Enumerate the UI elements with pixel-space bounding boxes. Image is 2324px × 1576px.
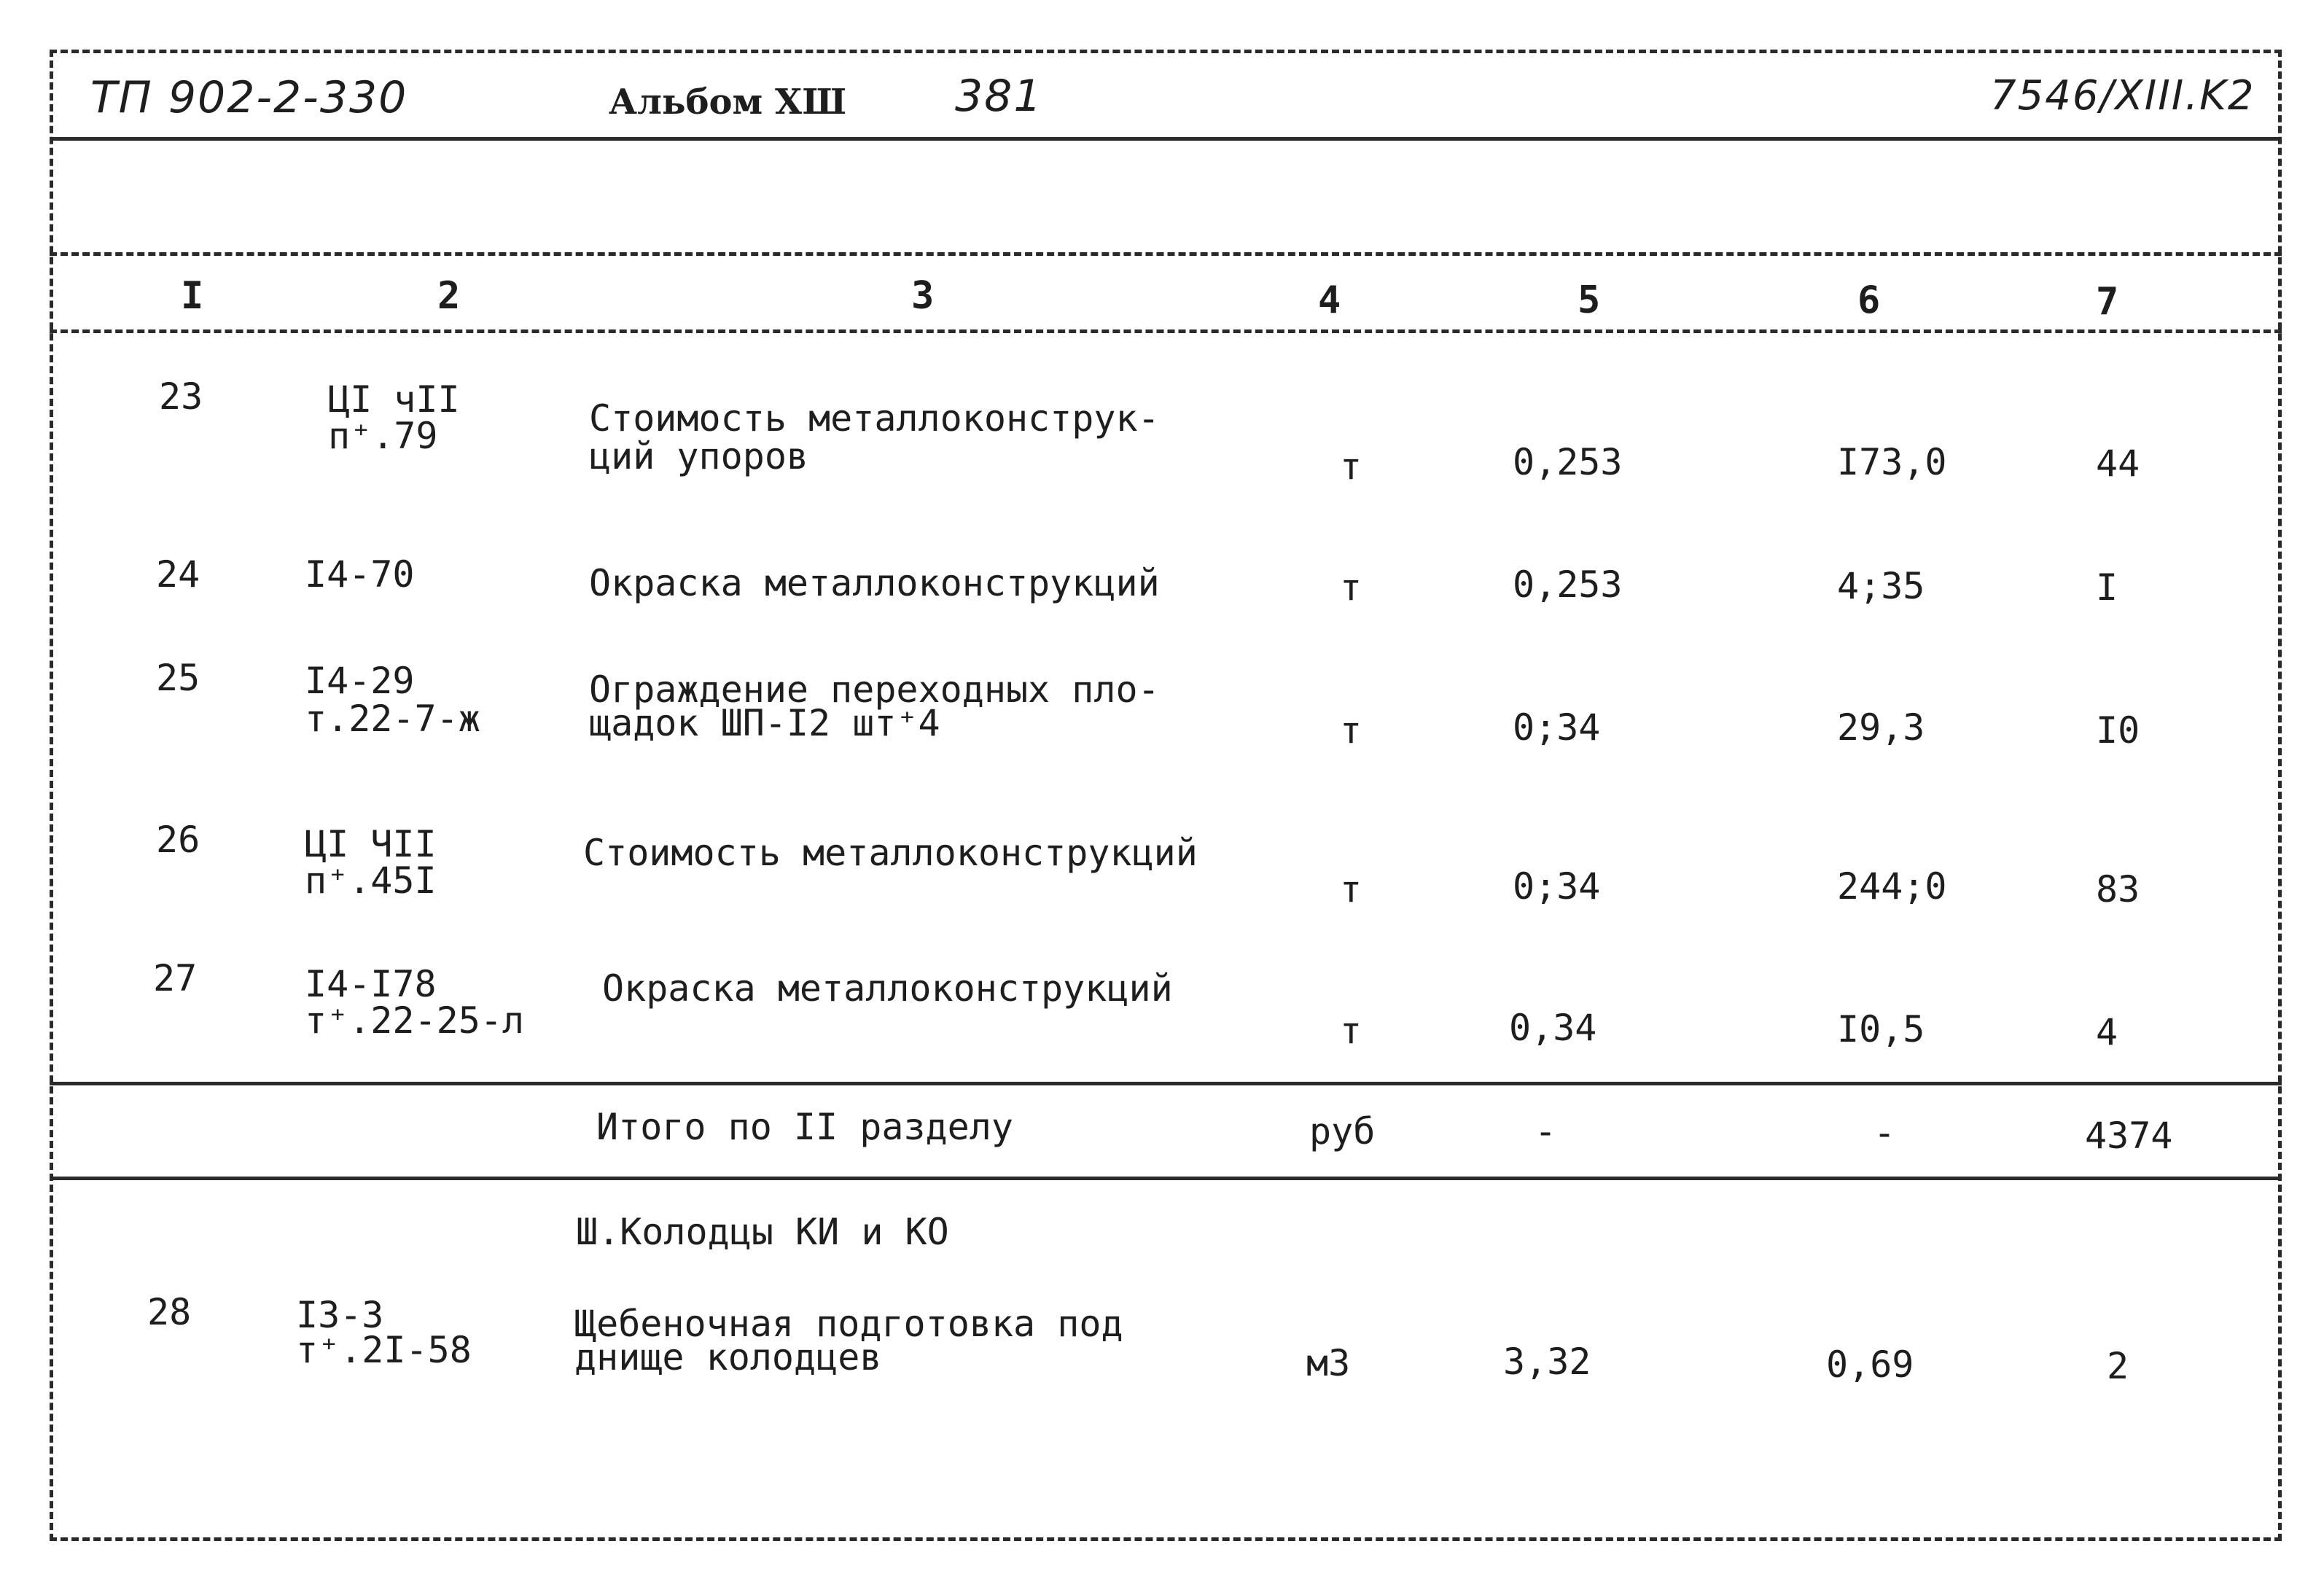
column-header-5: 5	[1578, 278, 1601, 322]
row-unit: т	[1340, 566, 1362, 609]
row-total: I	[2096, 566, 2118, 609]
row-number: 24	[156, 553, 200, 596]
row-quantity: 0;34	[1513, 865, 1601, 908]
album-label: Альбом ХШ	[609, 82, 847, 122]
row-quantity: 0,34	[1509, 1007, 1597, 1049]
doc-code: ТП 902-2-330	[90, 72, 408, 123]
column-header-divider	[50, 329, 2282, 333]
row-unit-price: 0,69	[1826, 1343, 1914, 1386]
row-name: Стоимость металлоконструк-	[589, 397, 1160, 440]
row-name-cont: щадок ШП-I2 шт⁺4	[589, 702, 940, 744]
subtotal-quantity: -	[1535, 1110, 1557, 1152]
row-code: I4-I78	[305, 963, 437, 1005]
row-code: ЦI ЧII	[305, 823, 437, 865]
row-unit: м3	[1306, 1342, 1351, 1384]
row-unit: т	[1340, 709, 1362, 752]
column-header-6: 6	[1857, 278, 1881, 322]
row-number: 23	[159, 375, 203, 418]
row-code-ref: п⁺.45I	[305, 859, 437, 902]
row-name: Окраска металлоконструкций	[602, 967, 1173, 1010]
row-quantity: 0,253	[1513, 563, 1623, 606]
row-unit-price: 4;35	[1837, 565, 1925, 607]
row-unit-price: I0,5	[1837, 1008, 1925, 1050]
header-divider	[50, 137, 2282, 141]
column-header-4: 4	[1318, 278, 1341, 322]
subtotal-unit: руб	[1309, 1110, 1376, 1152]
row-total: 2	[2107, 1345, 2129, 1387]
subtotal-price: -	[1873, 1112, 1896, 1154]
section-title: Ш.Колодцы КИ и КО	[576, 1211, 949, 1253]
row-number: 25	[156, 657, 200, 699]
row-number: 28	[147, 1291, 192, 1333]
row-unit-price: 244;0	[1837, 865, 1947, 908]
row-quantity: 0;34	[1513, 706, 1601, 749]
column-header-2: 2	[437, 274, 461, 318]
row-unit: т	[1340, 1010, 1362, 1052]
row-total: I0	[2096, 709, 2140, 752]
row-number: 26	[156, 819, 200, 861]
row-name: Стоимость металлоконструкций	[583, 832, 1198, 874]
row-quantity: 0,253	[1513, 441, 1623, 483]
inventory-number: 7546/XIII.K2	[1990, 72, 2255, 120]
page-number: 381	[955, 71, 1043, 122]
row-unit: т	[1340, 445, 1362, 488]
row-total: 4	[2096, 1011, 2118, 1053]
row-quantity: 3,32	[1503, 1341, 1591, 1383]
row-name: Окраска металлоконструкций	[589, 562, 1160, 604]
row-unit-price: I73,0	[1837, 441, 1947, 483]
column-header-3: 3	[911, 274, 935, 318]
column-header-1: I	[181, 274, 204, 318]
subtotal-total: 4374	[2085, 1115, 2173, 1157]
row-unit: т	[1340, 868, 1362, 910]
row-name-cont: днище колодцев	[574, 1336, 882, 1378]
row-total: 44	[2096, 442, 2140, 485]
row-code: ЦI чII	[328, 378, 460, 421]
row-code-ref: т.22-7-ж	[305, 698, 480, 740]
subtotal-bottom-border	[50, 1177, 2282, 1180]
page-frame	[50, 50, 2282, 1541]
subtotal-label: Итого по II разделу	[596, 1106, 1013, 1148]
row-code-ref: т⁺.2I-58	[296, 1329, 472, 1371]
row-name: Ограждение переходных пло-	[589, 668, 1160, 711]
row-code-ref: п⁺.79	[328, 415, 438, 457]
row-name: Щебеночная подготовка под	[574, 1303, 1123, 1345]
column-header-7: 7	[2096, 280, 2119, 324]
row-code: I3-3	[296, 1294, 384, 1336]
row-code: I4-70	[305, 553, 415, 596]
subtotal-top-border	[50, 1082, 2282, 1085]
row-code-ref: т⁺.22-25-л	[305, 999, 525, 1042]
row-number: 27	[153, 957, 198, 999]
row-total: 83	[2096, 868, 2140, 910]
table-top-border	[50, 252, 2282, 256]
row-code: I4-29	[305, 660, 415, 702]
row-unit-price: 29,3	[1837, 706, 1925, 749]
row-name-cont: ций упоров	[589, 435, 809, 477]
